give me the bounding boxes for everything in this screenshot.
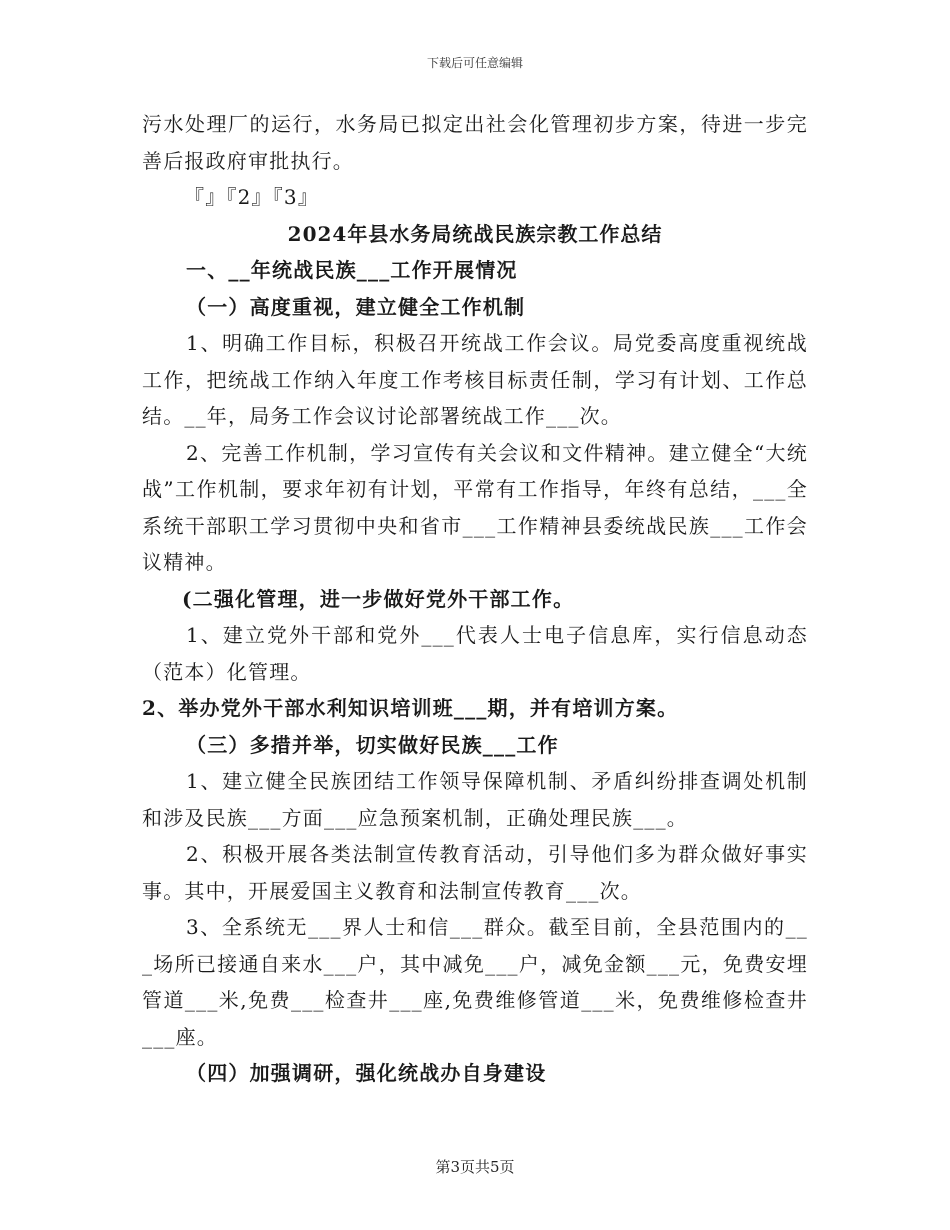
paragraph-7: 3、全系统无___界人士和信___群众。截至目前，全县范围内的___场所已接通自来水___户，其中减免___户，减免金额___元，免费安埋管道___米,免费___检查井___座,免费维修管道___米，免费维修检查井___座。 [142, 915, 808, 1049]
subsection-heading-2: (二强化管理，进一步做好党外干部工作。 [182, 586, 575, 611]
subsection-heading-1: （一）高度重视，建立健全工作机制 [186, 294, 526, 319]
subsection-heading-3: （三）多措并举，切实做好民族___工作 [186, 732, 559, 757]
paragraph-6: 2、积极开展各类法制宣传教育活动，引导他们多为群众做好事实事。其中，开展爱国主义教育和法制宣传教育___次。 [142, 842, 808, 903]
paragraph-4-bold: 2、举办党外干部水利知识培训班___期，并有培训方案。 [142, 696, 679, 720]
paragraph-1: 1、明确工作目标，积极召开统战工作会议。局党委高度重视统战工作，把统战工作纳入年度工作考核目标责任制，学习有计划、工作总结。__年，局务工作会议讨论部署统战工作___次。 [142, 331, 808, 428]
subsection-heading-4: （四）加强调研，强化统战办自身建设 [186, 1061, 547, 1085]
page-number-footer: 第3页共5页 [435, 1158, 515, 1176]
document-body [142, 106, 808, 1092]
section-heading-1: 一、__年统战民族___工作开展情况 [186, 258, 518, 282]
reference-marks: 『』『2』『3』 [184, 185, 320, 209]
document-title: 2024年县水务局统战民族宗教工作总结 [287, 221, 663, 246]
paragraph-3: 1、建立党外干部和党外___代表人士电子信息库，实行信息动态（范本）化管理。 [142, 623, 808, 684]
paragraph-continuation: 污水处理厂的运行，水务局已拟定出社会化管理初步方案，待进一步完善后报政府审批执行。 [142, 112, 808, 173]
page-header-note: 下载后可任意编辑 [426, 56, 523, 70]
paragraph-5: 1、建立健全民族团结工作领导保障机制、矛盾纠纷排查调处机制和涉及民族___方面___应急预案机制，正确处理民族___。 [142, 769, 808, 830]
paragraph-2: 2、完善工作机制，学习宣传有关会议和文件精神。建立健全“大统战”工作机制，要求年初有计划，平常有工作指导，年终有总结，___全系统干部职工学习贯彻中央和省市___工作精神县委统战民族___工作会议精神。 [142, 440, 808, 574]
